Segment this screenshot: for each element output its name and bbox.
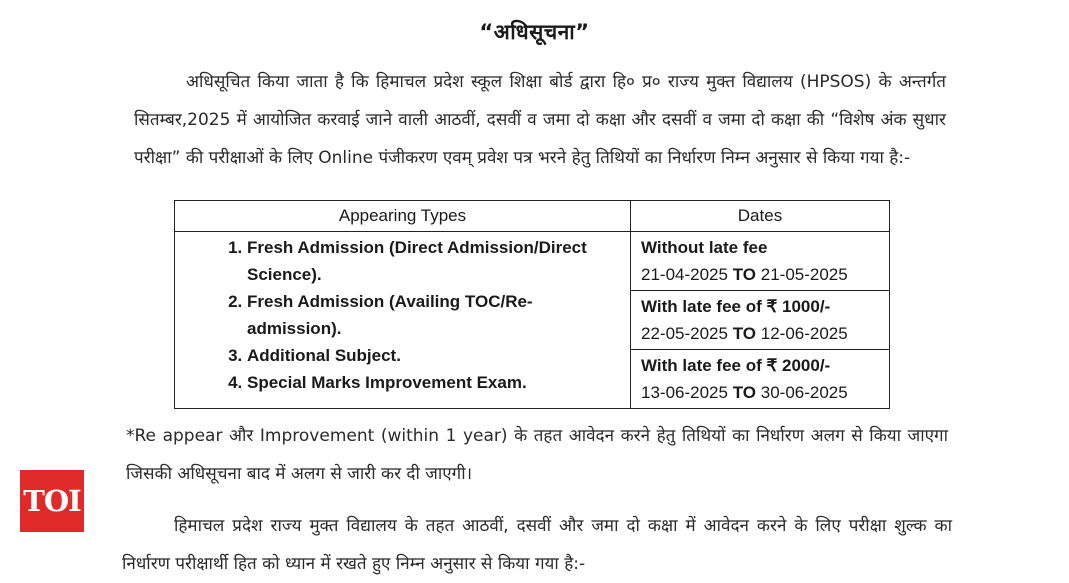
date-label: With late fee of ₹ 2000/- [641,356,831,375]
date-range [641,261,881,288]
header-dates: Dates [631,201,890,232]
re-appear-note: *Re appear और Improvement (within 1 year) के तहत आवेदन करने हेतु तिथियों का निर्धारण अलग से किया जाएगा जिसकी अधिसूचना बाद में अलग से जारी कर दी जाएगी। [126,426,948,484]
dates-table [174,200,890,409]
date-to: 12-06-2025 [760,324,848,343]
table-row [175,232,890,291]
date-to: 21-05-2025 [760,265,848,284]
toi-logo: TOI [20,470,84,532]
date-cell-late-fee-2000 [631,350,890,409]
date-label: Without late fee [641,238,768,257]
date-range [641,379,881,406]
list-item-type-1 [247,234,620,288]
date-cell-without-late-fee [631,232,890,291]
date-to-word: TO [732,265,757,284]
notification-title: “अधिसूचना” [479,20,590,44]
header-appearing-types: Appearing Types [175,201,631,232]
list-item-type-2 [247,288,620,342]
date-range [641,320,881,347]
type-text: Fresh Admission (Direct Admission/Direct Science). [247,238,587,284]
date-from: 21-04-2025 [641,265,728,284]
date-from: 22-05-2025 [641,324,728,343]
date-label: With late fee of ₹ 1000/- [641,297,831,316]
date-to: 30-06-2025 [760,383,848,402]
list-item-type-3 [247,342,620,369]
fee-paragraph: हिमाचल प्रदेश राज्य मुक्त विद्यालय के तहत आठवीं, दसवीं और जमा दो कक्षा में आवेदन करने के लिए परीक्षा शुल्क का निर्धारण परीक्षार्थी हित को ध्यान में रखते हुए निम्न अनुसार से किया गया है:- [122,516,952,574]
intro-paragraph: अधिसूचित किया जाता है कि हिमाचल प्रदेश स्कूल शिक्षा बोर्ड द्वारा हि० प्र० राज्य मुक्त विद्यालय (HPSOS) के अन्तर्गत सितम्बर,2025 में आयोजित करवाई जाने वाली आठवीं, दसवीं व जमा दो कक्षा और दसवीं व जमा दो कक्षा की “विशेष अंक सुधार परीक्षा” की परीक्षाओं के लिए Online पंजीकरण एवम् प्रवेश पत्र भरने हेतु तिथियों का निर्धारण निम्न अनुसार से किया गया है:- [134,72,946,168]
type-text: Additional Subject. [247,346,401,365]
date-from: 13-06-2025 [641,383,728,402]
type-text: Special Marks Improvement Exam. [247,373,527,392]
date-cell-late-fee-1000 [631,291,890,350]
appearing-types-cell [175,232,631,409]
table-header-row [175,201,890,232]
appearing-types-list [211,234,620,396]
type-text: Fresh Admission (Availing TOC/Re-admission). [247,292,533,338]
date-to-word: TO [732,383,757,402]
date-to-word: TO [732,324,757,343]
list-item-type-4 [247,369,620,396]
